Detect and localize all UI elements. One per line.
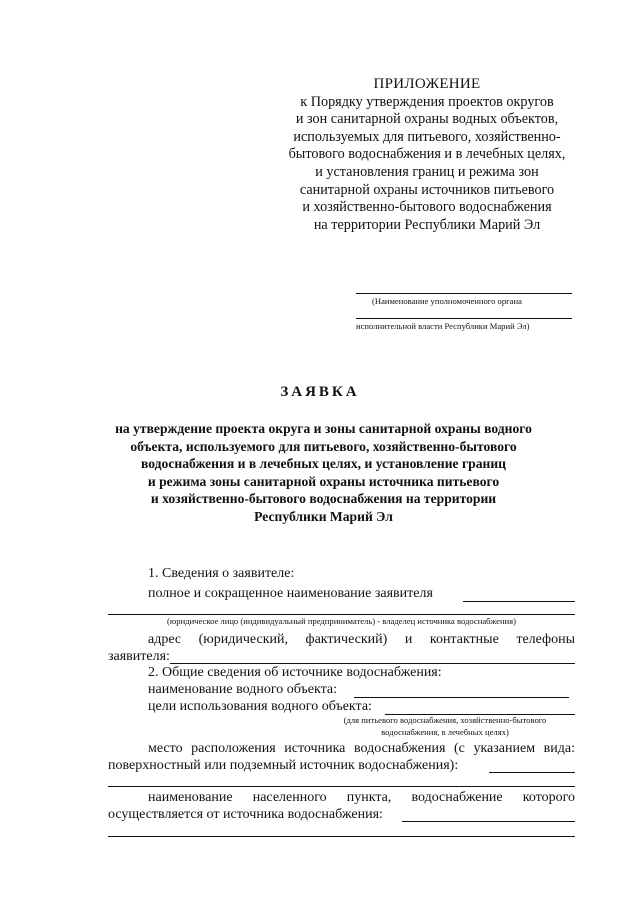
subtitle-line: и хозяйственно-бытового водоснабжения на территории	[150, 491, 497, 506]
appendix-line: используемых для питьевого, хозяйственно-	[293, 128, 561, 145]
appendix-line: и установления границ и режима зон	[315, 163, 539, 180]
applicant-address-label: адрес (юридический, фактический) и контактные телефоны	[148, 632, 575, 647]
authority-line-2	[356, 318, 572, 319]
applicant-address-label-2: заявителя:	[108, 649, 170, 664]
document-subtitle	[96, 420, 551, 525]
water-object-label: наименование водного объекта:	[148, 682, 337, 697]
authority-line-1	[356, 293, 572, 294]
authority-caption-2: исполнительной власти Республики Марий Эл)	[356, 321, 530, 331]
subtitle-line: на утверждение проекта округа и зоны санитарной охраны водного	[115, 421, 532, 436]
purpose-note-1: (для питьевого водоснабжения, хозяйственно-бытового	[343, 715, 547, 725]
purpose-label: цели использования водного объекта:	[148, 699, 372, 714]
subtitle-line: Республики Марий Эл	[254, 508, 393, 524]
location-field[interactable]	[489, 772, 575, 773]
appendix-line: и хозяйственно-бытового водоснабжения	[302, 199, 552, 216]
section2-heading: 2. Общие сведения об источнике водоснабжения:	[148, 665, 442, 680]
section1-heading: 1. Сведения о заявителе:	[148, 566, 295, 581]
appendix-line: и зон санитарной охраны водных объектов,	[295, 111, 559, 128]
applicant-name-field-line-2[interactable]	[108, 614, 575, 615]
appendix-line: на территории Республики Марий Эл	[313, 216, 541, 233]
applicant-name-note: (юридическое лицо (индивидуальный предприниматель) - владелец источника водоснабжения)	[167, 616, 516, 626]
location-field-line-2[interactable]	[108, 786, 575, 787]
settlement-field-line-2[interactable]	[108, 836, 575, 837]
appendix-line: санитарной охраны источников питьевого	[299, 181, 555, 198]
subtitle-line: и режима зоны санитарной охраны источника питьевого	[147, 473, 500, 489]
appendix-line: бытового водоснабжения и в лечебных целях,	[288, 146, 566, 163]
applicant-name-label: полное и сокращенное наименование заявителя	[148, 586, 433, 601]
appendix-heading: ПРИЛОЖЕНИЕ	[373, 76, 481, 92]
authority-caption-1: (Наименование уполномоченного органа	[372, 296, 522, 306]
document-title: ЗАЯВКА	[280, 384, 360, 400]
applicant-name-field[interactable]	[463, 601, 575, 602]
settlement-label: наименование населенного пункта, водоснабжение которого	[148, 790, 575, 805]
location-label-2: поверхностный или подземный источник водоснабжения):	[108, 758, 459, 773]
water-object-field[interactable]	[354, 697, 569, 698]
purpose-note-2: водоснабжения, в лечебных целях)	[381, 727, 509, 737]
subtitle-line: объекта, используемого для питьевого, хозяйственно-бытового	[130, 438, 517, 454]
location-label: место расположения источника водоснабжения (с указанием вида:	[148, 741, 575, 756]
subtitle-line: водоснабжения и в лечебных целях, и установление границ	[141, 456, 506, 471]
appendix-line: к Порядку утверждения проектов округов	[300, 93, 554, 110]
settlement-field[interactable]	[402, 821, 575, 822]
settlement-label-2: осуществляется от источника водоснабжения:	[108, 807, 383, 822]
appendix-block	[262, 76, 592, 234]
